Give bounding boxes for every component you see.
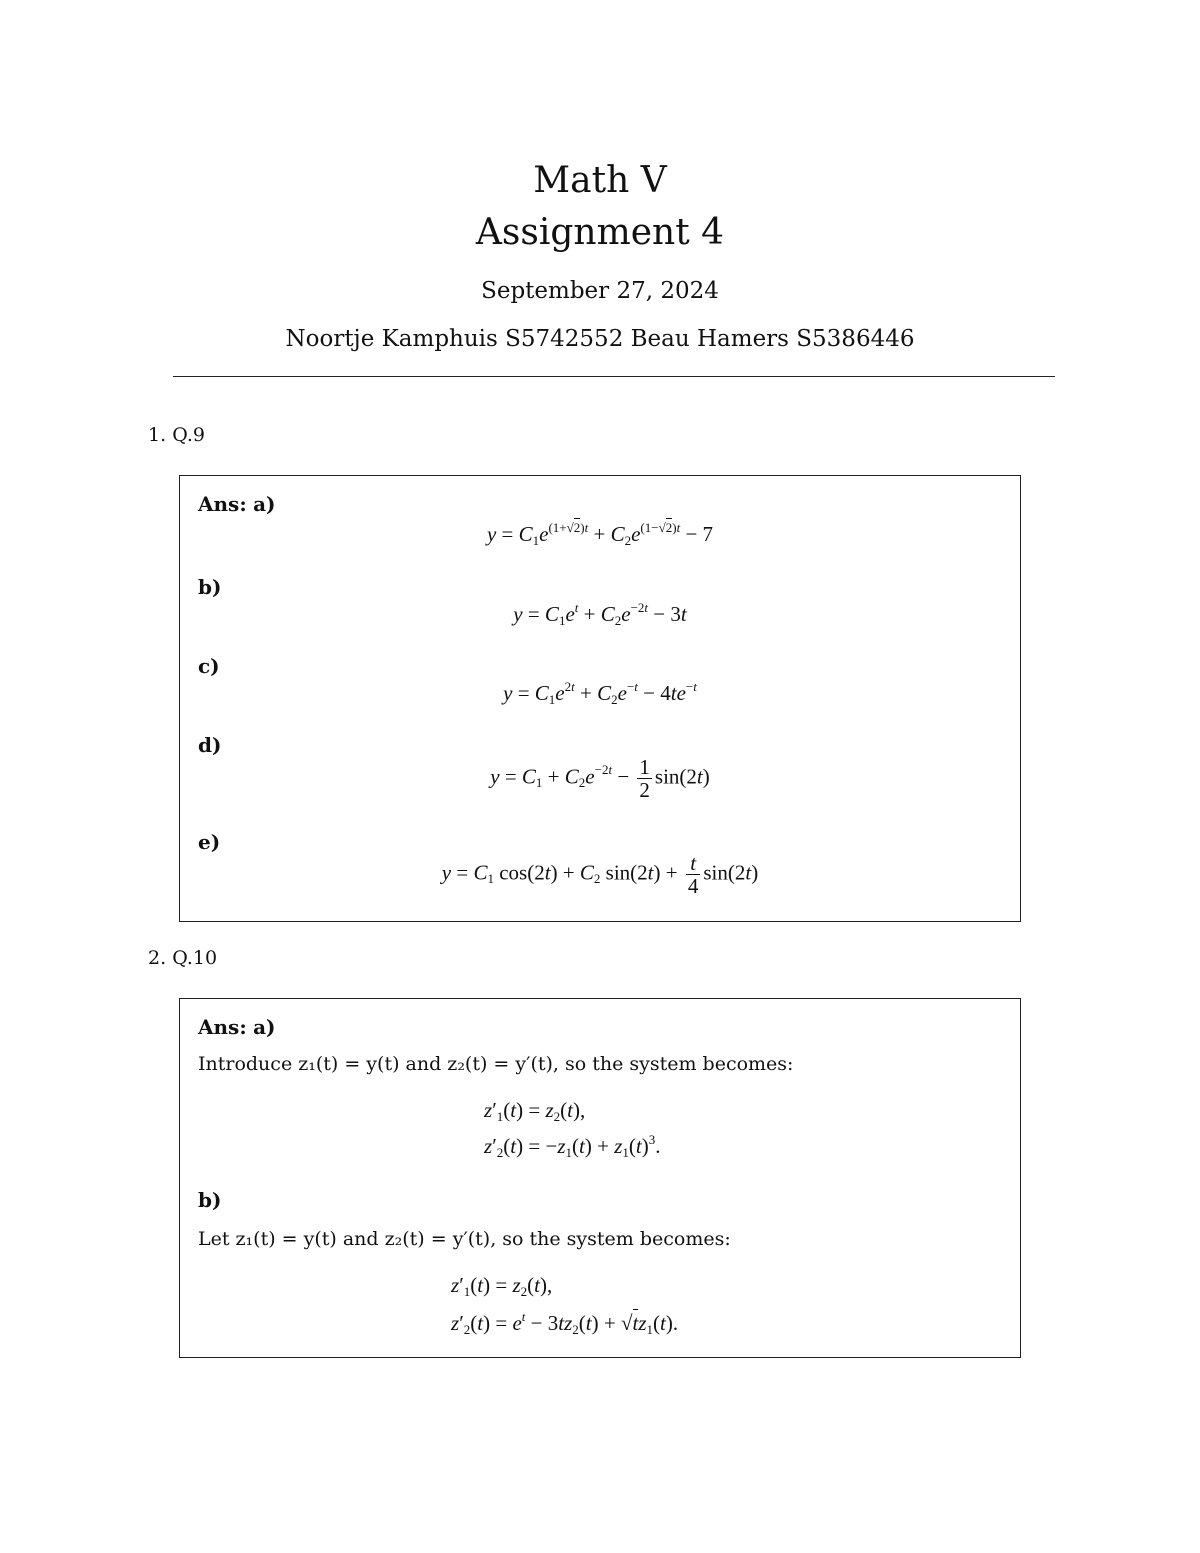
q9-part-b-label: b): [198, 575, 222, 599]
document-subtitle: Assignment 4: [475, 212, 725, 253]
document-title: Math V: [533, 160, 667, 201]
q9-equation-c: $y = C_1e^{2t} + C_2e^{-t} - 4te^{-t}$: [503, 678, 697, 707]
q10-a-system-line-2: $z'_2(t) = -z_1(t) + z_1(t)^3$.: [484, 1131, 661, 1160]
q10-part-b-text: Let z₁(t) = y(t) and z₂(t) = y′(t), so the system becomes:: [198, 1228, 731, 1250]
q10-part-a-text: Introduce z₁(t) = y(t) and z₂(t) = y′(t), so the system becomes:: [198, 1053, 794, 1075]
q9-equation-e: $y = C_1$ $\cos(2t) + C_2$ sin(2t) + $\frac{t}{4}$ sin(2t): [441, 851, 759, 898]
q10-a-system-line-1: $z'_1(t) = z_2(t)$,: [484, 1098, 586, 1124]
q9-part-c-label: c): [198, 654, 220, 678]
document-authors: Noortje Kamphuis S5742552 Beau Hamers S5386446: [285, 326, 915, 352]
q9-equation-b: $y = C_1e^t + C_2e^{-2t} - 3t$: [513, 599, 687, 628]
q9-part-e-label: e): [198, 830, 221, 854]
q9-equation-d: $y = C_1 + C_2e^{-2t}$ − $\frac{1}{2}$ sin(2t): [490, 755, 710, 802]
header-rule: [173, 376, 1055, 377]
document-date: September 27, 2024: [481, 278, 719, 304]
q9-part-d-label: d): [198, 733, 222, 757]
item-1-number: 1. Q.9: [148, 424, 205, 446]
q9-equation-a: $y = C_1e^{(1+√2)t} + C_2e^{(1-√2)t} - 7$: [486, 519, 714, 548]
q10-b-system-line-1: $z'_1(t) = z_2(t)$,: [451, 1273, 553, 1299]
q10-answer-label: Ans: a): [198, 1015, 276, 1039]
q9-answer-label: Ans: a): [198, 492, 276, 516]
q10-b-system-line-2: $z'_2(t) = e^t - 3tz_2(t) + √tz_1(t)$.: [451, 1308, 679, 1337]
q10-part-b-label: b): [198, 1188, 222, 1212]
item-2-number: 2. Q.10: [148, 947, 218, 969]
answer-box-q10: [179, 998, 1021, 1358]
